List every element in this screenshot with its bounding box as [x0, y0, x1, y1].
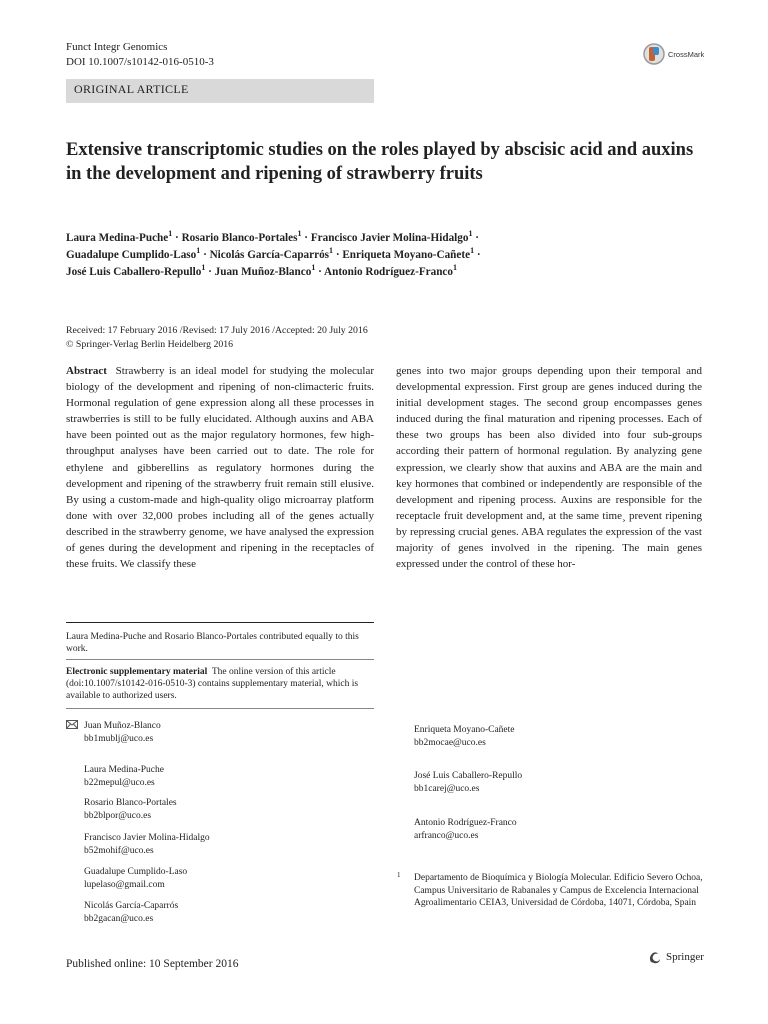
contact-name: Rosario Blanco-Portales: [84, 798, 177, 808]
contact-entry: [84, 832, 210, 857]
author-name[interactable]: Enriqueta Moyano-Cañete: [342, 249, 471, 261]
contact-email[interactable]: bb2mocae@uco.es: [414, 737, 486, 748]
contact-email[interactable]: lupelaso@gmail.com: [84, 879, 165, 890]
contact-entry: [84, 797, 177, 822]
article-type-banner: ORIGINAL ARTICLE: [66, 79, 374, 103]
abstract-text-left: Strawberry is an ideal model for studying the molecular biology of the development and ripening of non-climacteric fruits. Hormonal regulation of gene expression along all these processes in strawberries is still to be fully elucidated. Although auxins and ABA have been pointed out as the major regulatory hormones, few high-throughput analyses have been carried out to date. The role for ethylene and gibberellins as regulatory hormones during the development and ripening of the strawberry fruit remain still elusive. By using a custom-made and high-quality oligo microarray platform done with over 32,000 probes including all of the genes actually described in the strawberry genome, we have analysed the expression of genes during the development and ripening in the receptacles of these fruits. We classify these: [66, 365, 375, 571]
author-affil-mark: 1: [470, 246, 475, 255]
author-name[interactable]: José Luis Caballero-Repullo: [66, 266, 202, 278]
contact-name: Guadalupe Cumplido-Laso: [84, 867, 188, 877]
affiliation-text: Departamento de Bioquímica y Biología Molecular. Edificio Severo Ochoa, Campus Universitario de Rabanales y Campus de Excelencia Internacional Agroalimentario CEIA3, Universidad de Córdoba, 14071, Córdoba, Spain: [414, 873, 703, 908]
author-name[interactable]: Rosario Blanco-Portales: [181, 232, 298, 244]
contact-email[interactable]: bb2gacan@uco.es: [84, 913, 154, 924]
copyright-line: © Springer-Verlag Berlin Heidelberg 2016: [66, 339, 234, 350]
contact-email[interactable]: bb1mublj@uco.es: [84, 733, 154, 744]
author-name[interactable]: Guadalupe Cumplido-Laso: [66, 249, 197, 261]
contact-name: José Luis Caballero-Repullo: [414, 771, 523, 781]
abstract-right-column: genes into two major groups depending upon their temporal and developmental expression. First group are genes induced during the initial development stages. The second group encompasses genes induced during the final maturation and ripening processes. Each of these two groups has been also divided into four sub-groups according their pattern of hormonal regulation. By analyzing gene expression, we clearly show that auxins and ABA are the main and key hormones that combined or independently are responsible of the development and ripening process. Auxins are responsible for the receptacle fruit development and, at the same time¸ prevent ripening by repressing crucial genes. ABA regulates the expression of the vast majority of genes involved in the ripening. The main genes expressed under the control of these hor-: [396, 365, 702, 571]
author-list: Laura Medina-Puche$^1$ · Rosario Blanco-Portales$^1$ · Francisco Javier Molina-Hidalgo$^1$ · Guadalupe Cumplido-Laso$^1$ · Nicolás García-Caparrós$^1$ · Enriqueta Moyano-Cañete$^1$ · José Luis Caballero-Repullo$^1$ · Juan Muñoz-Blanco$^1$ · Antonio Rodríguez-Franco$^1$: [66, 229, 481, 278]
contact-entry: [414, 817, 517, 842]
author-name[interactable]: Laura Medina-Puche: [66, 232, 169, 244]
contact-entry: [84, 764, 164, 789]
abstract-label: Abstract: [66, 365, 107, 377]
author-affil-mark: 1: [196, 246, 201, 255]
journal-header: [66, 40, 214, 70]
contact-name: Laura Medina-Puche: [84, 765, 164, 775]
contact-entry: [414, 770, 522, 795]
contact-email[interactable]: arfranco@uco.es: [414, 830, 479, 841]
springer-logo-icon: [648, 950, 662, 964]
crossmark-label: CrossMark: [668, 50, 705, 59]
journal-doi[interactable]: DOI 10.1007/s10142-016-0510-3: [66, 56, 214, 68]
crossmark-badge[interactable]: [640, 42, 710, 66]
footnote-divider: [66, 622, 374, 623]
contact-name: Enriqueta Moyano-Cañete: [414, 725, 515, 735]
affiliation-number: 1: [397, 871, 401, 879]
contact-entry: [84, 900, 178, 925]
author-affil-mark: 1: [453, 263, 457, 272]
author-affil-mark: 1: [468, 229, 473, 238]
contact-entry: [84, 720, 161, 745]
contact-name: Francisco Javier Molina-Hidalgo: [84, 833, 210, 843]
author-name[interactable]: Antonio Rodríguez-Franco: [324, 266, 453, 278]
author-affil-mark: 1: [201, 263, 206, 272]
contact-email[interactable]: b52mohif@uco.es: [84, 845, 154, 856]
abstract-left-column: [66, 363, 374, 572]
journal-name: Funct Integr Genomics: [66, 41, 168, 53]
author-affil-mark: 1: [168, 229, 173, 238]
published-online-date: Published online: 10 September 2016: [66, 958, 239, 970]
article-title: Extensive transcriptomic studies on the roles played by abscisic acid and auxins in the development and ripening of strawberry fruits: [66, 140, 694, 184]
publisher-logo: [648, 950, 704, 964]
author-affil-mark: 1: [297, 229, 302, 238]
esm-label: Electronic supplementary material: [66, 667, 208, 677]
crossmark-icon: [640, 42, 710, 66]
contact-email[interactable]: b22mepul@uco.es: [84, 777, 155, 788]
author-name[interactable]: Nicolás García-Caparrós: [209, 249, 330, 261]
author-affil-mark: 1: [311, 263, 316, 272]
contact-name: Nicolás García-Caparrós: [84, 901, 179, 911]
received-dates: Received: 17 February 2016 /Revised: 17 July 2016 /Accepted: 20 July 2016: [66, 325, 368, 336]
author-name[interactable]: Francisco Javier Molina-Hidalgo: [310, 232, 469, 244]
envelope-icon: [66, 720, 78, 733]
contact-entry: [84, 866, 187, 891]
esm-note: [66, 666, 374, 702]
publisher-name: Springer: [666, 951, 704, 963]
esm-text: The online version of this article (doi:10.1007/s10142-016-0510-3) contains supplementary material, which is available to authorized users.: [66, 667, 359, 701]
contact-entry: [414, 724, 515, 749]
contact-email[interactable]: bb2blpor@uco.es: [84, 810, 152, 821]
contact-name: Antonio Rodríguez-Franco: [414, 818, 517, 828]
author-name[interactable]: Juan Muñoz-Blanco: [214, 266, 312, 278]
contact-email[interactable]: bb1carej@uco.es: [414, 783, 480, 794]
article-history: [66, 324, 368, 352]
footnote-divider: [66, 708, 374, 709]
author-affil-mark: 1: [329, 246, 334, 255]
equal-contribution-note: Laura Medina-Puche and Rosario Blanco-Portales contributed equally to this work.: [66, 632, 359, 654]
footnote-divider: [66, 659, 374, 660]
contact-name: Juan Muñoz-Blanco: [84, 721, 161, 731]
